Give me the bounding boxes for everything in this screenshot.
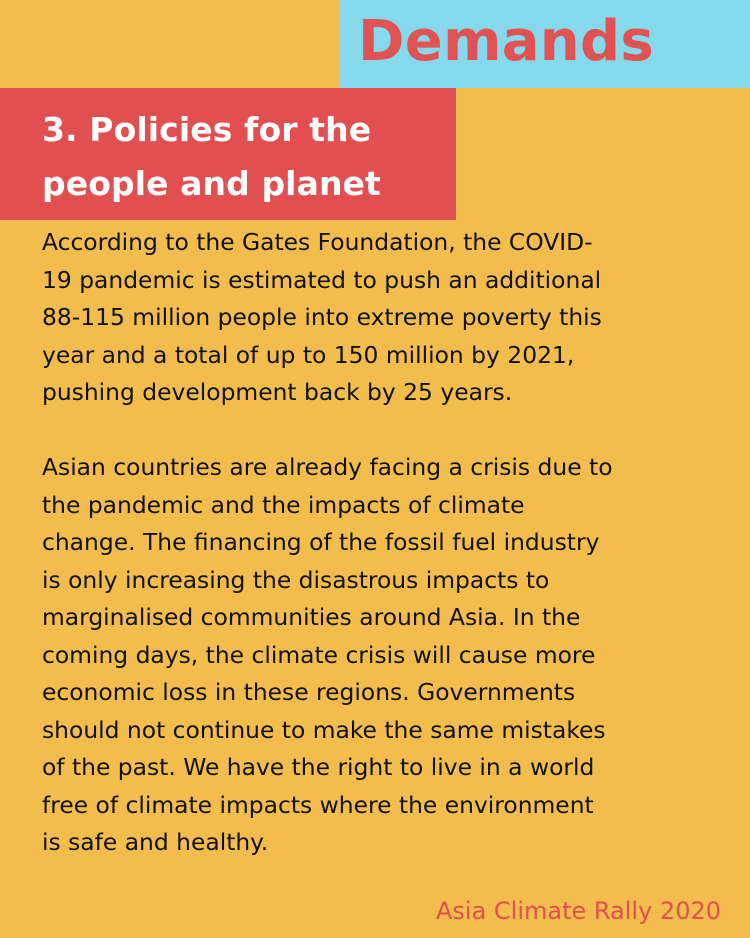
paragraph-1-line-3: 88-115 million people into extreme poverty this (42, 303, 602, 331)
paragraph-2-line-9: of the past. We have the right to live in a world (42, 753, 595, 781)
paragraph-2-line-2: the pandemic and the impacts of climate (42, 490, 525, 519)
paragraph-2-line-6: coming days, the climate crisis will cause more (42, 640, 596, 669)
demands-title: Demands (358, 9, 654, 74)
paragraph-1-line-1: According to the Gates Foundation, the COVID- (42, 228, 593, 256)
paragraph-1-line-2: 19 pandemic is estimated to push an additional (42, 265, 602, 294)
paragraph-2-line-11: is safe and healthy. (42, 828, 269, 856)
section-title-line-2: people and planet (42, 164, 381, 203)
paragraph-2-line-8: should not continue to make the same mistakes (42, 715, 606, 744)
body-text (42, 224, 742, 862)
paragraph-2-line-7: economic loss in these regions. Governments (42, 678, 576, 706)
paragraph-2-line-3: change. The financing of the fossil fuel industry (42, 528, 600, 556)
footer-credit: Asia Climate Rally 2020 (435, 897, 721, 925)
section-title-line-1: 3. Policies for the (42, 110, 372, 149)
paragraph-2-line-1: Asian countries are already facing a crisis due to (42, 453, 613, 481)
paragraph-2-line-5: marginalised communities around Asia. In the (42, 603, 581, 631)
paragraph-2-line-10: free of climate impacts where the environment (42, 790, 594, 819)
paragraph-2-line-4: is only increasing the disastrous impacts to (42, 565, 550, 594)
paragraph-gap (42, 412, 742, 450)
paragraph-1-line-5: pushing development back by 25 years. (42, 378, 513, 406)
section-title (42, 103, 447, 211)
paragraph-1-line-4: year and a total of up to 150 million by 2021, (42, 340, 575, 369)
